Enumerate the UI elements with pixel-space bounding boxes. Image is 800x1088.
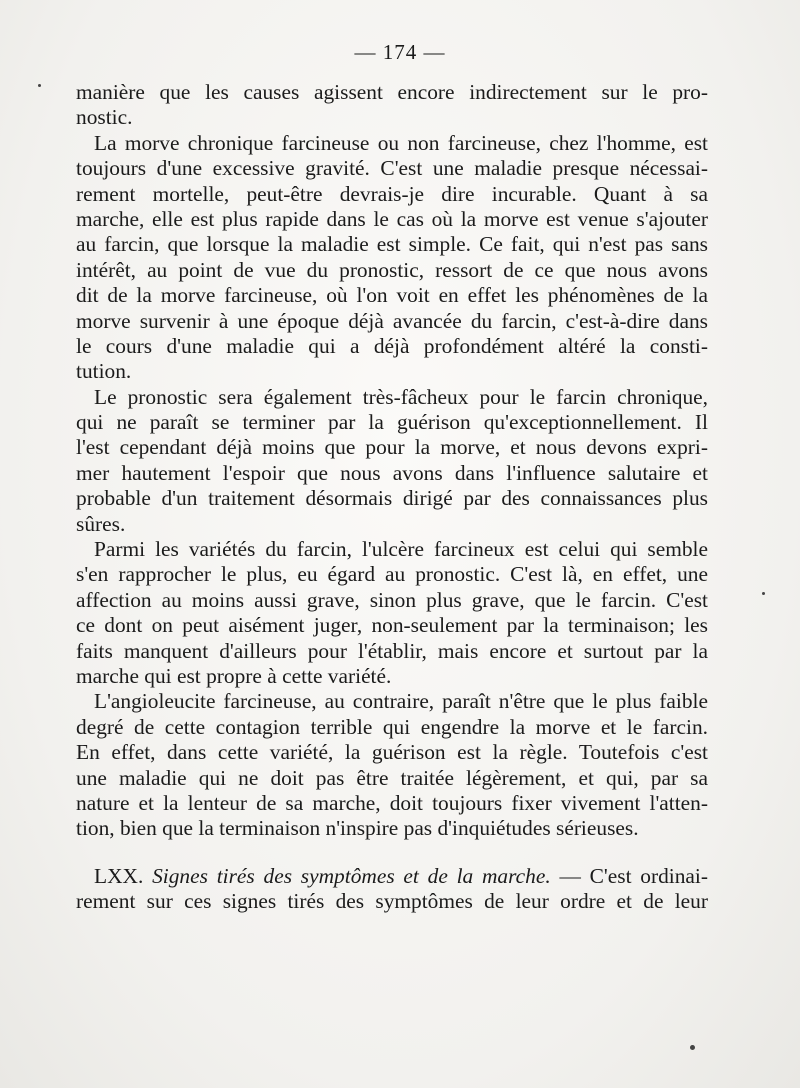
text-line: degré de cette contagion terrible qui engendre la morve et le farcin. (76, 714, 708, 739)
section-heading: Signes tirés des symptômes et de la marche. (152, 863, 551, 888)
text-line: toujours d'une excessive gravité. C'est une maladie presque nécessai- (76, 156, 708, 181)
section-first-line (76, 864, 708, 889)
page-number: — 174 — (354, 40, 446, 64)
text-line: Le pronostic sera également très-fâcheux pour le farcin chronique, (94, 384, 708, 409)
text-line: En effet, dans cette variété, la guérison est la règle. Toutefois c'est (76, 740, 708, 765)
text-line: tution. (76, 359, 132, 384)
text-line: qui ne paraît se terminer par la guérison qu'exceptionnellement. Il (76, 410, 708, 435)
text-line: L'angioleucite farcineuse, au contraire, paraît n'être que le plus faible (94, 689, 708, 714)
page-body (76, 80, 708, 915)
scan-speck (38, 84, 41, 87)
text-line: intérêt, au point de vue du pronostic, ressort de ce que nous avons (76, 257, 708, 282)
text-line: marche qui est propre à cette variété. (76, 663, 392, 688)
section-text: — C'est ordinai- (559, 863, 708, 888)
text-line: nature et la lenteur de sa marche, doit toujours fixer vivement l'atten- (76, 790, 708, 815)
text-line: Parmi les variétés du farcin, l'ulcère farcineux est celui qui semble (94, 537, 708, 562)
text-line: mer hautement l'espoir que nous avons dans l'influence salutaire et (76, 460, 708, 485)
text-line: morve survenir à une époque déjà avancée du farcin, c'est-à-dire dans (76, 308, 708, 333)
text-line: s'en rapprocher le plus, eu égard au pronostic. C'est là, en effet, une (76, 562, 708, 587)
text-line: manière que les causes agissent encore indirectement sur le pro- (76, 80, 708, 104)
section-lxx (76, 864, 708, 915)
text-line: ce dont on peut aisément juger, non-seulement par la terminaison; les (76, 613, 708, 638)
paragraph-ulcere-farcineux (76, 537, 708, 689)
text-line: affection au moins aussi grave, sinon plus grave, que le farcin. C'est (76, 587, 708, 612)
paragraph-continuation (76, 80, 708, 131)
scan-speck (690, 1045, 695, 1050)
text-line: tion, bien que la terminaison n'inspire pas d'inquiétudes sérieuses. (76, 816, 639, 841)
paragraph-farcin-chronique (76, 385, 708, 537)
text-line: le cours d'une maladie qui a déjà profondément altéré la consti- (76, 333, 708, 358)
text-line: l'est cependant déjà moins que pour la morve, et nous devons expri- (76, 435, 708, 460)
text-line: sûres. (76, 511, 126, 536)
text-line: une maladie qui ne doit pas être traitée légèrement, et qui, par sa (76, 765, 708, 790)
paragraph-morve-chronique (76, 131, 708, 385)
paragraph-angioleucite (76, 689, 708, 841)
text-line: faits manquent d'ailleurs pour l'établir, mais encore et surtout par la (76, 638, 708, 663)
section-number: LXX. (94, 863, 144, 888)
text-line: marche, elle est plus rapide dans le cas où la morve est venue s'ajouter (76, 206, 708, 231)
text-line: au farcin, que lorsque la maladie est simple. Ce fait, qui n'est pas sans (76, 232, 708, 257)
section-spacer (76, 842, 708, 864)
text-line: dit de la morve farcineuse, où l'on voit en effet les phénomènes de la (76, 283, 708, 308)
text-line: probable d'un traitement désormais dirigé par des connaissances plus (76, 486, 708, 511)
text-line: La morve chronique farcineuse ou non farcineuse, chez l'homme, est (94, 130, 708, 155)
text-line: rement mortelle, peut-être devrais-je dire incurable. Quant à sa (76, 181, 708, 206)
scan-speck (762, 592, 765, 595)
text-line: nostic. (76, 105, 133, 130)
text-line: rement sur ces signes tirés des symptômes de leur ordre et de leur (76, 889, 708, 914)
